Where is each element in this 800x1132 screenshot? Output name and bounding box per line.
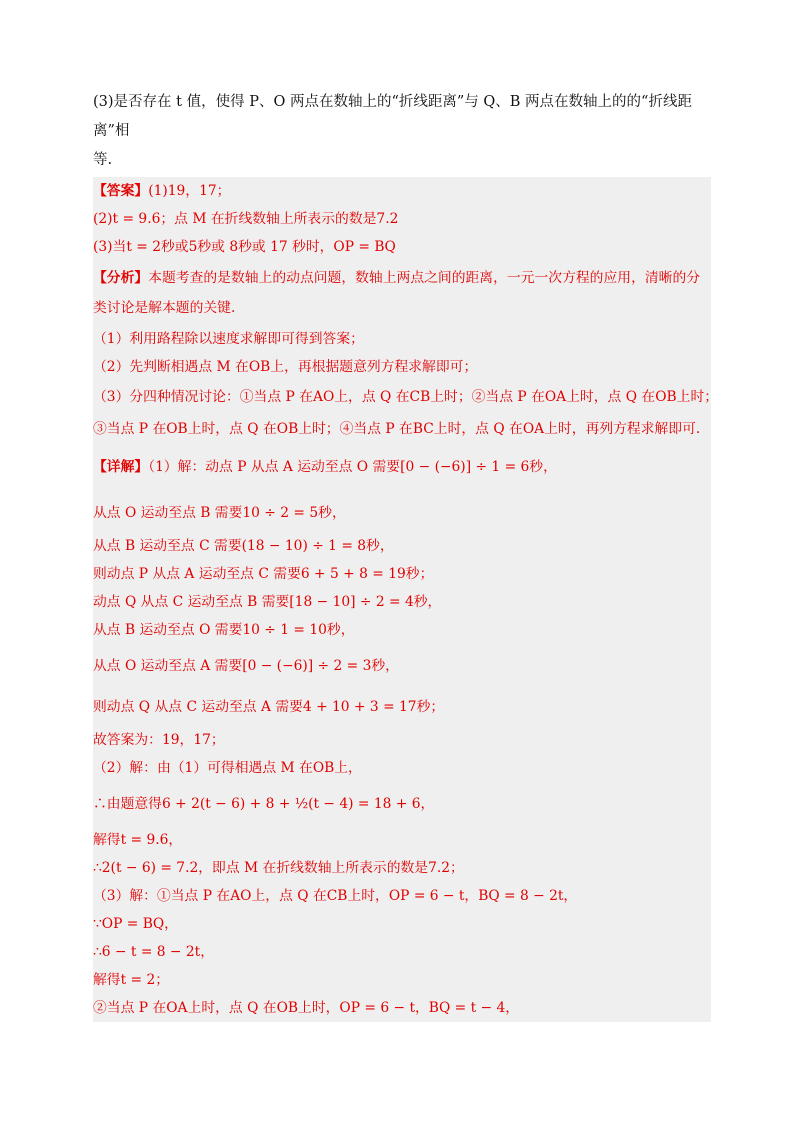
- document-page: [93, 88, 719, 1022]
- answer-line-2: (2)t = 9.6；点 M 在折线数轴上所表示的数是7.2: [93, 211, 399, 227]
- question-block: [93, 88, 711, 175]
- detail-line-8: 则动点 Q 从点 C 运动至点 A 需要4 + 10 + 3 = 17秒；: [93, 699, 445, 715]
- detail-line-1: [93, 445, 711, 489]
- question-line-2: 等.: [93, 152, 113, 168]
- detail-line-16: ∴6 − t = 8 − 2t，: [93, 944, 214, 960]
- detail-line-4: 则动点 P 从点 A 运动至点 C 需要6 + 5 + 8 = 19秒；: [93, 566, 434, 582]
- detail-line-12: 解得t = 9.6，: [93, 832, 183, 848]
- analysis-point-1: （1）利用路程除以速度求解即可得到答案；: [93, 331, 364, 347]
- answer-line-1: [93, 177, 711, 205]
- analysis-point-3: （3）分四种情况讨论：①当点 P 在AO上，点 Q 在CB上时；②当点 P 在OA上时，点 Q 在OB上时；: [93, 389, 719, 405]
- solution-block: [93, 177, 719, 1022]
- analysis-text: 本题考查的是数轴上的动点问题，数轴上两点之间的距离，一元一次方程的应用，清晰的分类讨论是解本题的关键.: [93, 270, 701, 316]
- detail-line-15: ∵OP = BQ，: [93, 916, 178, 932]
- detail-line-6: 从点 B 运动至点 O 需要10 ÷ 1 = 10秒，: [93, 622, 355, 638]
- answer-tag: 【答案】: [93, 183, 149, 199]
- answer-part-1: (1)19，17；: [148, 183, 231, 199]
- detail-text-1: （1）解：动点 P 从点 A 运动至点 O 需要[0 − (−6)] ÷ 1 = 6秒，: [148, 459, 557, 475]
- analysis-paragraph: [93, 261, 711, 325]
- detail-line-14: （3）解：①当点 P 在AO上，点 Q 在CB上时，OP = 6 − t，BQ = 8 − 2t，: [93, 888, 578, 904]
- detail-line-2: 从点 O 运动至点 B 需要10 ÷ 2 = 5秒，: [93, 505, 346, 521]
- detail-line-18: ②当点 P 在OA上时，点 Q 在OB上时，OP = 6 − t，BQ = t − 4，: [93, 1000, 520, 1016]
- detail-line-3: 从点 B 运动至点 C 需要(18 − 10) ÷ 1 = 8秒，: [93, 538, 394, 554]
- detail-line-9: 故答案为：19，17；: [93, 732, 225, 748]
- analysis-tag: 【分析】: [93, 270, 149, 286]
- detail-line-13: ∴2(t − 6) = 7.2，即点 M 在折线数轴上所表示的数是7.2；: [93, 860, 464, 876]
- detail-line-5: 动点 Q 从点 C 运动至点 B 需要[18 − 10] ÷ 2 = 4秒，: [93, 594, 442, 610]
- detail-line-17: 解得t = 2；: [93, 972, 170, 988]
- detail-tag: 【详解】: [93, 459, 149, 475]
- detail-line-7: 从点 O 运动至点 A 需要[0 − (−6)] ÷ 2 = 3秒，: [93, 658, 399, 674]
- detail-line-11: ∴由题意得6 + 2(t − 6) + 8 + ½(t − 4) = 18 + 6，: [93, 796, 435, 812]
- analysis-point-2: （2）先判断相遇点 M 在OB上，再根据题意列方程求解即可；: [93, 359, 478, 375]
- analysis-point-4: ③当点 P 在OB上时，点 Q 在OB上时；④当点 P 在BC上时，点 Q 在OA上时，再列方程求解即可.: [93, 421, 701, 437]
- question-line-1: (3)是否存在 t 值，使得 P、O 两点在数轴上的“折线距离”与 Q、B 两点在数轴上的的“折线距离”相: [93, 94, 692, 139]
- answer-line-3: (3)当t = 2秒或5秒或 8秒或 17 秒时，OP = BQ: [93, 239, 396, 255]
- detail-line-10: （2）解：由（1）可得相遇点 M 在OB上，: [93, 760, 362, 776]
